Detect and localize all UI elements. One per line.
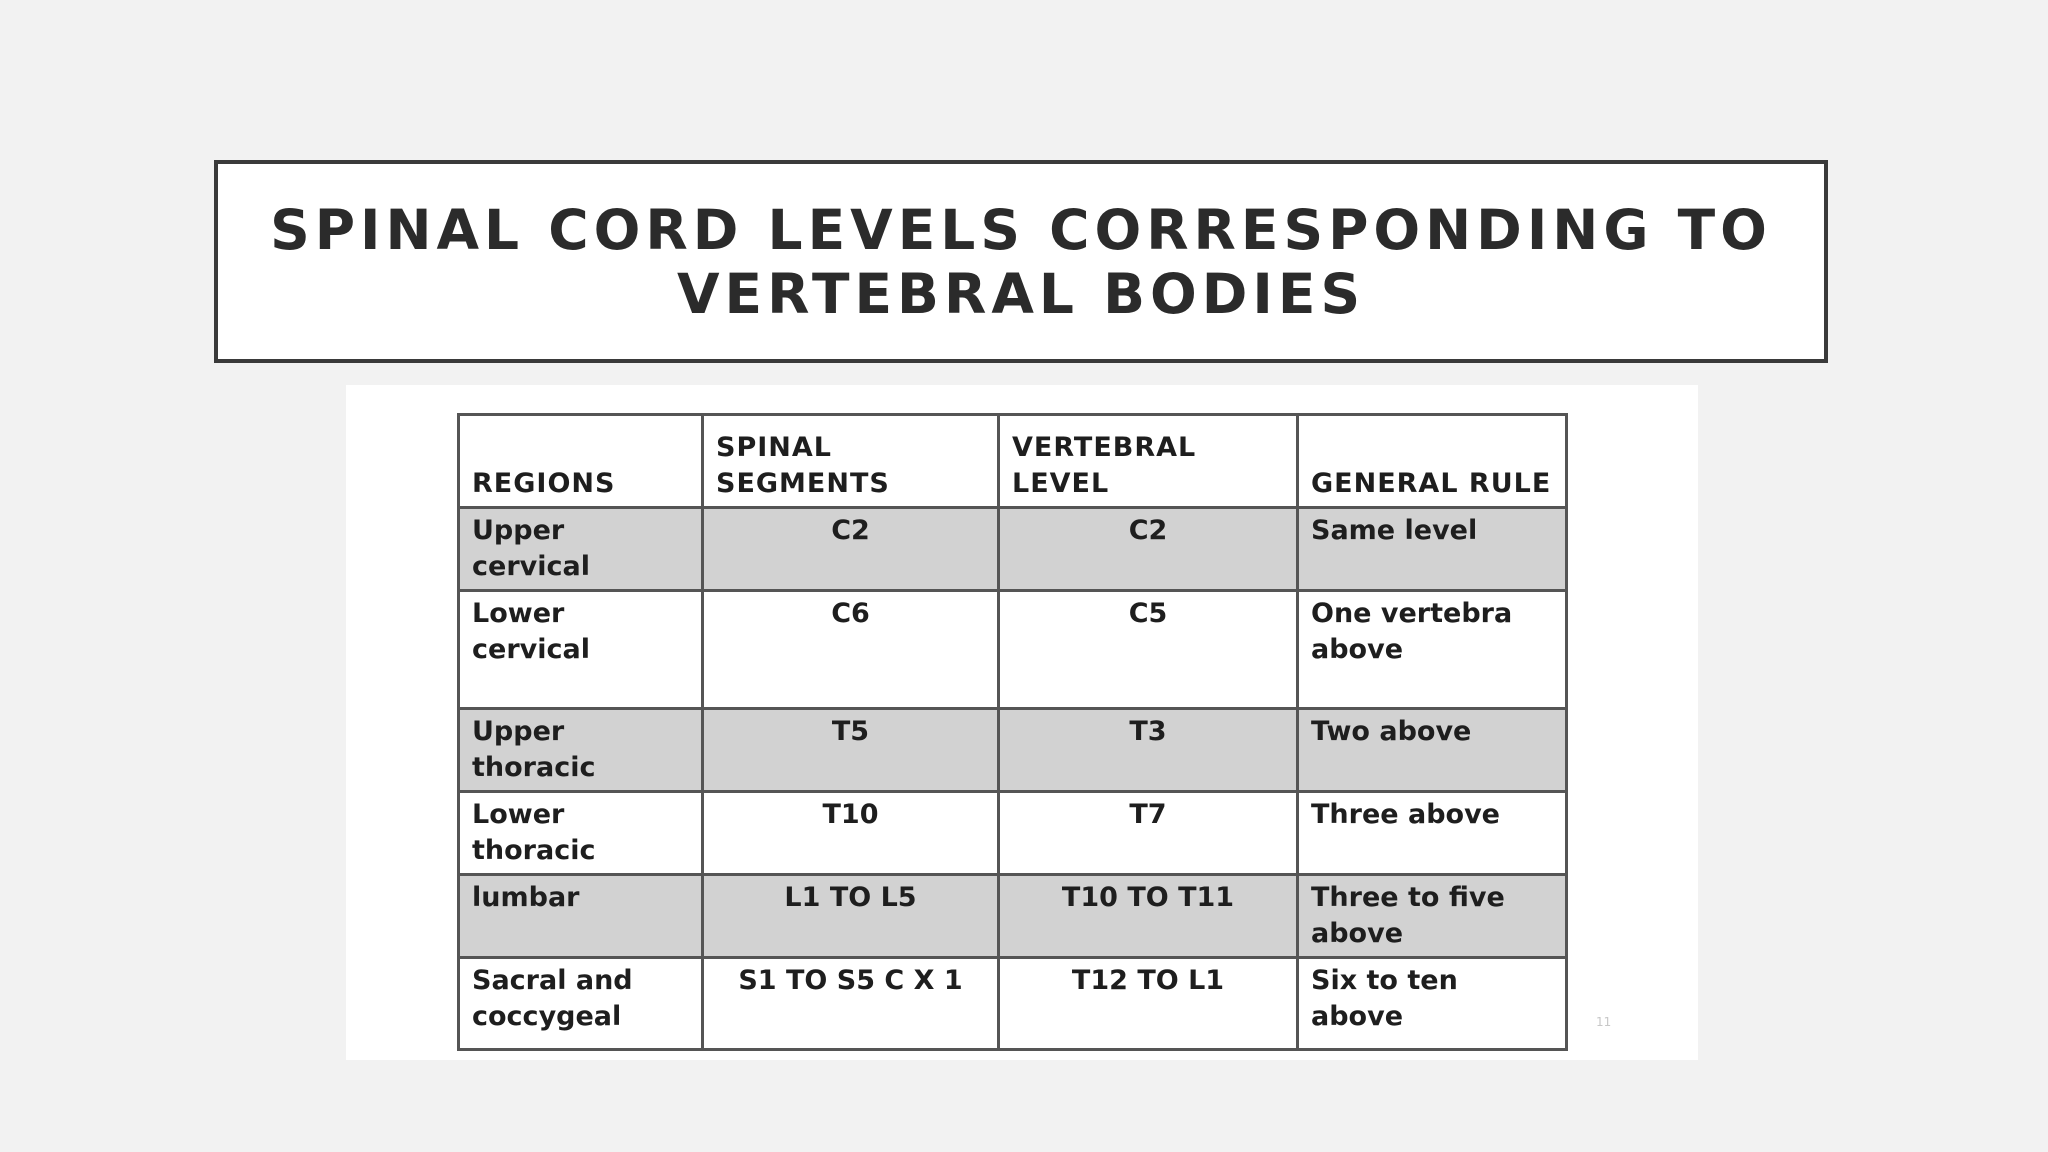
cell-segments: T10 — [703, 792, 999, 875]
cell-rule: Same level — [1298, 508, 1567, 591]
cell-level: T3 — [999, 709, 1298, 792]
cell-rule: Six to ten above — [1298, 958, 1567, 1050]
cell-rule: Two above — [1298, 709, 1567, 792]
cell-level: C5 — [999, 591, 1298, 709]
table-row — [459, 875, 1567, 958]
cell-level: C2 — [999, 508, 1298, 591]
page-mark: 11 — [1596, 1015, 1612, 1029]
cell-rule: Three to five above — [1298, 875, 1567, 958]
slide-title-box — [214, 160, 1828, 363]
cell-rule: Three above — [1298, 792, 1567, 875]
cell-segments: T5 — [703, 709, 999, 792]
cell-segments: C6 — [703, 591, 999, 709]
table-row — [459, 591, 1567, 709]
table-row — [459, 792, 1567, 875]
table-image-panel — [346, 385, 1698, 1060]
cell-region: lumbar — [459, 875, 703, 958]
cell-region: Lower thoracic — [459, 792, 703, 875]
header-spinal-segments: SPINAL SEGMENTS — [703, 415, 999, 508]
header-regions: REGIONS — [459, 415, 703, 508]
cell-region: Upper cervical — [459, 508, 703, 591]
cell-level: T7 — [999, 792, 1298, 875]
slide-title: SPINAL CORD LEVELS CORRESPONDING TO VERTEBRAL BODIES — [270, 197, 1772, 326]
table-row — [459, 958, 1567, 1050]
table-row — [459, 508, 1567, 591]
spinal-levels-table — [457, 413, 1568, 1051]
table-row — [459, 709, 1567, 792]
cell-segments: L1 TO L5 — [703, 875, 999, 958]
header-general-rule: GENERAL RULE — [1298, 415, 1567, 508]
table-header-row — [459, 415, 1567, 508]
cell-segments: C2 — [703, 508, 999, 591]
cell-region: Sacral and coccygeal — [459, 958, 703, 1050]
cell-level: T12 TO L1 — [999, 958, 1298, 1050]
cell-rule: One vertebra above — [1298, 591, 1567, 709]
cell-segments: S1 TO S5 C X 1 — [703, 958, 999, 1050]
cell-level: T10 TO T11 — [999, 875, 1298, 958]
cell-region: Upper thoracic — [459, 709, 703, 792]
cell-region: Lower cervical — [459, 591, 703, 709]
header-vertebral-level: VERTEBRAL LEVEL — [999, 415, 1298, 508]
